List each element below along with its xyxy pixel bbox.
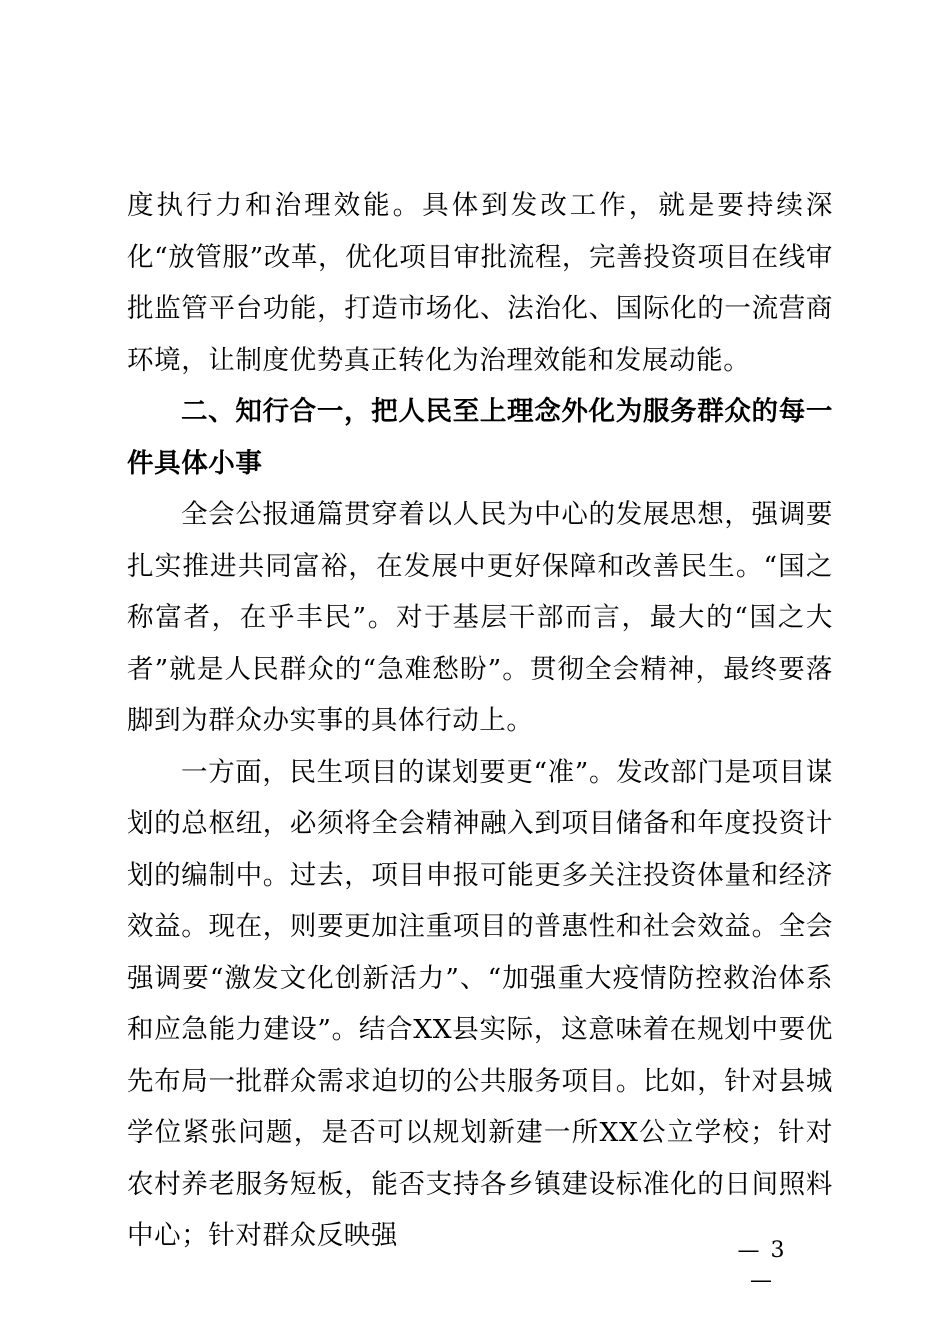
paragraph-project-planning: 一方面，民生项目的谋划要更“准”。发改部门是项目谋划的总枢纽，必须将全会精神融入到项目储备和年度投资计划的编制中。过去，项目申报可能更多关注投资体量和经济效益。现在，则要更加注重项目的普惠性和社会效益。全会强调要“激发文化创新活力”、“加强重大疫情防控救治体系和应急能力建设”。结合XX县实际，这意味着在规划中要优先布局一批群众需求迫切的公共服务项目。比如，针对县城学位紧张问题，是否可以规划新建一所XX公立学校；针对农村养老服务短板，能否支持各乡镇建设标准化的日间照料中心；针对群众反映强 bbox=[127, 756, 833, 1251]
document-body bbox=[127, 180, 833, 1262]
section-heading: 二、知行合一，把人民至上理念外化为服务群众的每一件具体小事 bbox=[127, 396, 833, 479]
page-number: — 3 — bbox=[737, 1238, 787, 1293]
paragraph-people-centered: 全会公报通篇贯穿着以人民为中心的发展思想，强调要扎实推进共同富裕，在发展中更好保障和改善民生。“国之称富者，在乎丰民”。对于基层干部而言，最大的“国之大者”就是人民群众的“急难愁盼”。贯彻全会精神，最终要落脚到为群众办实事的具体行动上。 bbox=[127, 499, 833, 736]
paragraph-continuation: 度执行力和治理效能。具体到发改工作，就是要持续深化“放管服”改革，优化项目审批流程，完善投资项目在线审批监管平台功能，打造市场化、法治化、国际化的一流营商环境，让制度优势真正转化为治理效能和发展动能。 bbox=[127, 190, 833, 376]
